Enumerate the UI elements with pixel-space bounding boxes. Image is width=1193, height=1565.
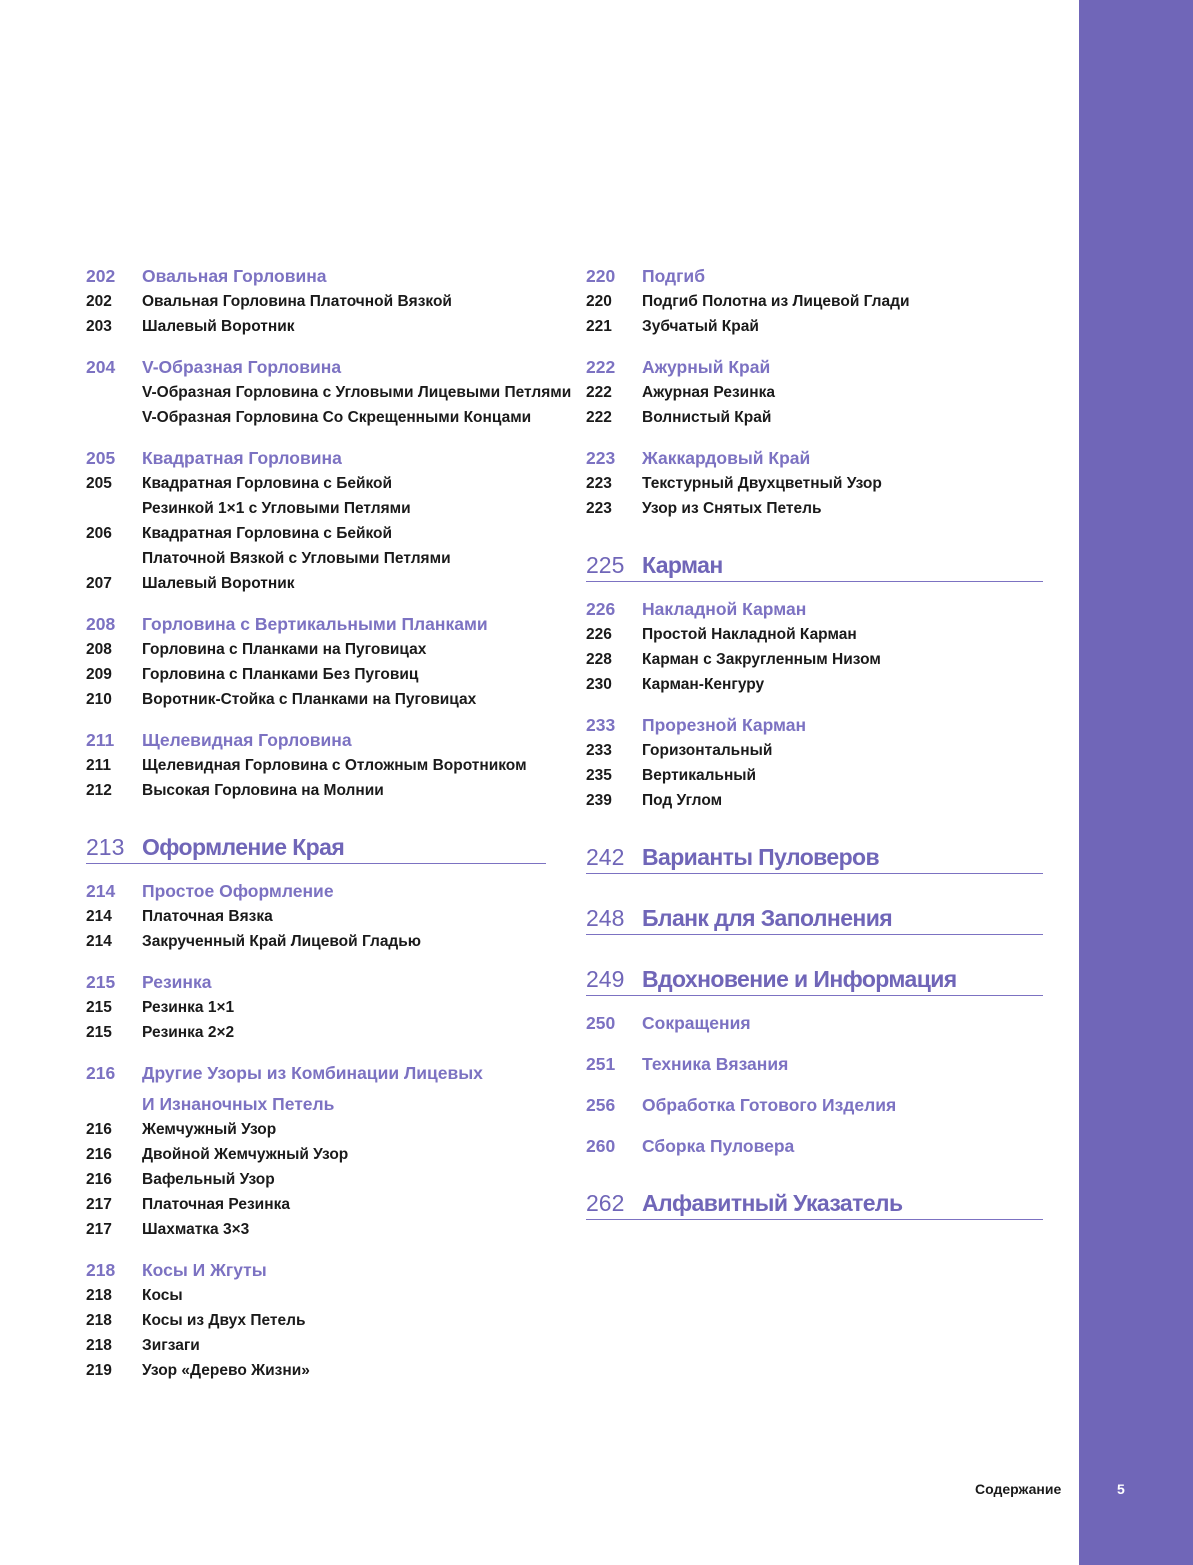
toc-chapter-heading[interactable] bbox=[86, 833, 546, 864]
purple-side-band bbox=[1079, 0, 1193, 1565]
toc-chapter-heading[interactable] bbox=[586, 904, 1043, 935]
toc-page-number: 203 bbox=[86, 318, 112, 335]
toc-page-number: 220 bbox=[586, 293, 612, 310]
toc-title: Бланк для Заполнения bbox=[642, 905, 893, 931]
toc-entry[interactable] bbox=[86, 405, 546, 430]
toc-section-heading[interactable] bbox=[86, 611, 546, 637]
toc-entry[interactable] bbox=[86, 314, 546, 339]
toc-entry[interactable] bbox=[586, 763, 1043, 788]
toc-title: Резинкой 1×1 с Угловыми Петлями bbox=[142, 500, 411, 517]
toc-title: Щелевидная Горловина с Отложным Воротником bbox=[142, 757, 527, 774]
toc-entry[interactable] bbox=[86, 1283, 546, 1308]
toc-page-number: 202 bbox=[86, 293, 112, 310]
toc-title: Варианты Пуловеров bbox=[642, 844, 880, 870]
toc-title: Карман bbox=[642, 552, 723, 578]
toc-section-heading[interactable] bbox=[86, 1257, 546, 1283]
toc-title: Жемчужный Узор bbox=[142, 1121, 277, 1138]
toc-page-number: 222 bbox=[586, 384, 612, 401]
toc-page-number: 225 bbox=[586, 552, 625, 578]
toc-page-number: 251 bbox=[586, 1054, 616, 1074]
toc-title: Косы И Жгуты bbox=[142, 1260, 267, 1280]
toc-title: Прорезной Карман bbox=[642, 715, 807, 735]
toc-title: Текстурный Двухцветный Узор bbox=[642, 475, 882, 492]
toc-page-number: 222 bbox=[586, 357, 616, 377]
toc-entry[interactable] bbox=[86, 1142, 546, 1167]
toc-page-number: 218 bbox=[86, 1260, 116, 1280]
toc-section-heading[interactable] bbox=[586, 1010, 1043, 1036]
toc-title: Платочная Резинка bbox=[142, 1196, 290, 1213]
toc-page-number: 204 bbox=[86, 357, 116, 377]
toc-right-column bbox=[586, 263, 1043, 1220]
toc-title: Горловина с Планками Без Пуговиц bbox=[142, 666, 419, 683]
toc-section-heading[interactable] bbox=[86, 445, 546, 471]
toc-page-number: 207 bbox=[86, 575, 112, 592]
toc-title: Овальная Горловина bbox=[142, 266, 327, 286]
toc-entry[interactable] bbox=[86, 1217, 546, 1242]
toc-entry[interactable] bbox=[86, 546, 546, 571]
toc-page-number: 208 bbox=[86, 614, 116, 634]
toc-page-number: 216 bbox=[86, 1171, 112, 1188]
toc-chapter-heading[interactable] bbox=[586, 1189, 1043, 1220]
toc-page-number: 217 bbox=[86, 1196, 112, 1213]
toc-title: Закрученный Край Лицевой Гладью bbox=[142, 933, 422, 950]
toc-title: Узор из Снятых Петель bbox=[642, 500, 822, 517]
toc-title: Резинка bbox=[142, 972, 212, 992]
toc-title: Шалевый Воротник bbox=[142, 318, 295, 335]
toc-page-number: 233 bbox=[586, 715, 616, 735]
toc-entry[interactable] bbox=[586, 380, 1043, 405]
footer-section-label: Содержание bbox=[975, 1481, 1062, 1497]
toc-entry[interactable] bbox=[86, 637, 546, 662]
toc-page-number: 242 bbox=[586, 844, 625, 870]
toc-chapter-heading[interactable] bbox=[586, 551, 1043, 582]
page-number: 5 bbox=[1117, 1481, 1125, 1497]
toc-page-number: 215 bbox=[86, 972, 116, 992]
toc-left-column bbox=[86, 263, 572, 1383]
toc-entry[interactable] bbox=[586, 405, 1043, 430]
toc-title: Резинка 1×1 bbox=[142, 999, 235, 1016]
toc-page-number: 216 bbox=[86, 1121, 112, 1138]
toc-section-heading[interactable] bbox=[86, 878, 546, 904]
toc-page-number: 211 bbox=[86, 757, 112, 774]
toc-page-number: 208 bbox=[86, 641, 112, 658]
toc-page-number: 205 bbox=[86, 448, 116, 468]
toc-entry[interactable] bbox=[86, 687, 546, 712]
toc-page-number: 216 bbox=[86, 1146, 112, 1163]
toc-chapter-heading[interactable] bbox=[586, 843, 1043, 874]
toc-title: Простое Оформление bbox=[142, 881, 334, 901]
toc-page-number: 235 bbox=[586, 767, 612, 784]
toc-title: Щелевидная Горловина bbox=[142, 730, 352, 750]
toc-entry[interactable] bbox=[86, 1167, 546, 1192]
toc-title: V-Образная Горловина Со Скрещенными Концами bbox=[142, 409, 532, 426]
toc-entry[interactable] bbox=[586, 496, 1043, 521]
toc-entry[interactable] bbox=[86, 380, 572, 405]
toc-entry[interactable] bbox=[586, 314, 1043, 339]
toc-section-heading[interactable] bbox=[586, 354, 1043, 380]
toc-page-number: 218 bbox=[86, 1312, 112, 1329]
toc-title: Ажурный Край bbox=[642, 357, 771, 377]
toc-page-number: 222 bbox=[586, 409, 612, 426]
toc-page-number: 239 bbox=[586, 792, 612, 809]
toc-entry[interactable] bbox=[586, 289, 1043, 314]
toc-entry[interactable] bbox=[86, 1020, 546, 1045]
toc-entry[interactable] bbox=[586, 788, 1043, 813]
toc-page-number: 262 bbox=[586, 1190, 625, 1216]
toc-section-heading[interactable] bbox=[86, 354, 546, 380]
toc-title: Техника Вязания bbox=[642, 1054, 789, 1074]
toc-page-number: 223 bbox=[586, 500, 612, 517]
toc-page-number: 218 bbox=[86, 1337, 112, 1354]
toc-entry[interactable] bbox=[86, 995, 546, 1020]
toc-page-number: 218 bbox=[86, 1287, 112, 1304]
toc-page-number: 217 bbox=[86, 1221, 112, 1238]
toc-title: Волнистый Край bbox=[642, 409, 772, 426]
toc-page-number: 215 bbox=[86, 999, 112, 1016]
toc-entry[interactable] bbox=[586, 647, 1043, 672]
toc-page-number: 214 bbox=[86, 908, 112, 925]
toc-page-number: 233 bbox=[586, 742, 612, 759]
toc-title: Зигзаги bbox=[142, 1337, 200, 1354]
toc-page-number: 211 bbox=[86, 730, 115, 750]
toc-page-number: 256 bbox=[586, 1095, 616, 1115]
toc-page-number: 228 bbox=[586, 651, 612, 668]
toc-entry[interactable] bbox=[86, 521, 546, 546]
toc-title: Вафельный Узор bbox=[142, 1171, 275, 1188]
toc-title: Шахматка 3×3 bbox=[142, 1221, 250, 1238]
toc-chapter-heading[interactable] bbox=[586, 965, 1043, 996]
toc-section-heading[interactable] bbox=[86, 969, 546, 995]
toc-page-number: 215 bbox=[86, 1024, 112, 1041]
toc-entry[interactable] bbox=[586, 738, 1043, 763]
toc-title: Узор «Дерево Жизни» bbox=[142, 1362, 310, 1379]
toc-title: Двойной Жемчужный Узор bbox=[142, 1146, 349, 1163]
toc-title: Карман с Закругленным Низом bbox=[642, 651, 881, 668]
toc-title: Высокая Горловина на Молнии bbox=[142, 782, 384, 799]
toc-title: И Изнаночных Петель bbox=[142, 1094, 335, 1114]
toc-entry[interactable] bbox=[86, 1333, 546, 1358]
toc-title: Косы из Двух Петель bbox=[142, 1312, 306, 1329]
toc-page-number: 214 bbox=[86, 881, 116, 901]
toc-title: Жаккардовый Край bbox=[642, 448, 811, 468]
toc-page-number: 209 bbox=[86, 666, 112, 683]
toc-section-heading[interactable] bbox=[586, 1051, 1043, 1077]
toc-page-number: 214 bbox=[86, 933, 112, 950]
toc-title: Платочная Вязка bbox=[142, 908, 273, 925]
toc-entry[interactable] bbox=[86, 753, 546, 778]
toc-title: Накладной Карман bbox=[642, 599, 807, 619]
toc-entry[interactable] bbox=[586, 622, 1043, 647]
toc-entry[interactable] bbox=[86, 904, 546, 929]
toc-page-number: 205 bbox=[86, 475, 112, 492]
toc-title: V-Образная Горловина bbox=[142, 357, 342, 377]
toc-title: Сокращения bbox=[642, 1013, 751, 1033]
toc-page-number: 212 bbox=[86, 782, 112, 799]
toc-entry[interactable] bbox=[86, 1117, 546, 1142]
toc-section-heading[interactable] bbox=[586, 596, 1043, 622]
toc-title: Сборка Пуловера bbox=[642, 1136, 795, 1156]
toc-page-number: 202 bbox=[86, 266, 116, 286]
toc-section-heading[interactable] bbox=[586, 445, 1043, 471]
toc-page-number: 230 bbox=[586, 676, 612, 693]
toc-page-number: 248 bbox=[586, 905, 625, 931]
toc-title: Обработка Готового Изделия bbox=[642, 1095, 897, 1115]
toc-page-number: 219 bbox=[86, 1362, 112, 1379]
toc-title: Горловина с Вертикальными Планками bbox=[142, 614, 488, 634]
toc-page-number: 216 bbox=[86, 1063, 116, 1083]
toc-page-number: 210 bbox=[86, 691, 112, 708]
toc-title: Квадратная Горловина с Бейкой bbox=[142, 525, 393, 542]
toc-page-number: 206 bbox=[86, 525, 112, 542]
toc-entry[interactable] bbox=[86, 289, 546, 314]
toc-page-number: 223 bbox=[586, 475, 612, 492]
toc-section-heading[interactable] bbox=[586, 712, 1043, 738]
toc-title: Алфавитный Указатель bbox=[642, 1190, 903, 1216]
toc-title: Квадратная Горловина с Бейкой bbox=[142, 475, 393, 492]
toc-title: Простой Накладной Карман bbox=[642, 626, 857, 643]
toc-title: Другие Узоры из Комбинации Лицевых bbox=[142, 1063, 483, 1083]
toc-title: Подгиб bbox=[642, 266, 706, 286]
toc-title: Горизонтальный bbox=[642, 742, 773, 759]
toc-section-heading[interactable] bbox=[86, 1060, 546, 1086]
toc-title: Платочной Вязкой с Угловыми Петлями bbox=[142, 550, 451, 567]
toc-title: V-Образная Горловина с Угловыми Лицевыми Петлями bbox=[142, 384, 572, 401]
toc-entry[interactable] bbox=[86, 662, 546, 687]
toc-title: Воротник-Стойка с Планками на Пуговицах bbox=[142, 691, 477, 708]
toc-entry[interactable] bbox=[86, 571, 546, 596]
toc-page-number: 213 bbox=[86, 834, 125, 860]
toc-section-heading[interactable] bbox=[586, 263, 1043, 289]
toc-entry[interactable] bbox=[86, 496, 546, 521]
toc-page-number: 226 bbox=[586, 599, 616, 619]
toc-title: Вдохновение и Информация bbox=[642, 966, 957, 992]
toc-title: Карман-Кенгуру bbox=[642, 676, 765, 693]
toc-title: Шалевый Воротник bbox=[142, 575, 295, 592]
toc-section-heading[interactable] bbox=[586, 1133, 1043, 1159]
toc-title: Косы bbox=[142, 1287, 183, 1304]
toc-title: Вертикальный bbox=[642, 767, 757, 784]
toc-page-number: 226 bbox=[586, 626, 612, 643]
toc-title: Резинка 2×2 bbox=[142, 1024, 235, 1041]
toc-entry[interactable] bbox=[86, 778, 546, 803]
toc-entry[interactable] bbox=[86, 1358, 546, 1383]
toc-page-number: 250 bbox=[586, 1013, 616, 1033]
toc-title: Ажурная Резинка bbox=[642, 384, 775, 401]
toc-title: Оформление Края bbox=[142, 834, 345, 860]
toc-title: Овальная Горловина Платочной Вязкой bbox=[142, 293, 452, 310]
toc-page-number: 221 bbox=[586, 318, 612, 335]
toc-entry[interactable] bbox=[586, 471, 1043, 496]
toc-entry[interactable] bbox=[86, 1192, 546, 1217]
toc-title: Горловина с Планками на Пуговицах bbox=[142, 641, 427, 658]
toc-entry[interactable] bbox=[586, 672, 1043, 697]
toc-entry[interactable] bbox=[86, 1308, 546, 1333]
toc-title: Подгиб Полотна из Лицевой Глади bbox=[642, 293, 910, 310]
toc-title: Под Углом bbox=[642, 792, 723, 809]
toc-title: Зубчатый Край bbox=[642, 318, 759, 335]
toc-page-number: 220 bbox=[586, 266, 616, 286]
toc-entry[interactable] bbox=[86, 929, 546, 954]
toc-page-number: 260 bbox=[586, 1136, 616, 1156]
toc-section-heading[interactable] bbox=[86, 727, 546, 753]
toc-section-heading[interactable] bbox=[86, 263, 546, 289]
toc-title: Квадратная Горловина bbox=[142, 448, 342, 468]
toc-entry[interactable] bbox=[86, 471, 546, 496]
toc-page-number: 223 bbox=[586, 448, 616, 468]
toc-section-heading[interactable] bbox=[586, 1092, 1043, 1118]
toc-section-heading-continued[interactable] bbox=[86, 1091, 546, 1117]
toc-page-number: 249 bbox=[586, 966, 625, 992]
